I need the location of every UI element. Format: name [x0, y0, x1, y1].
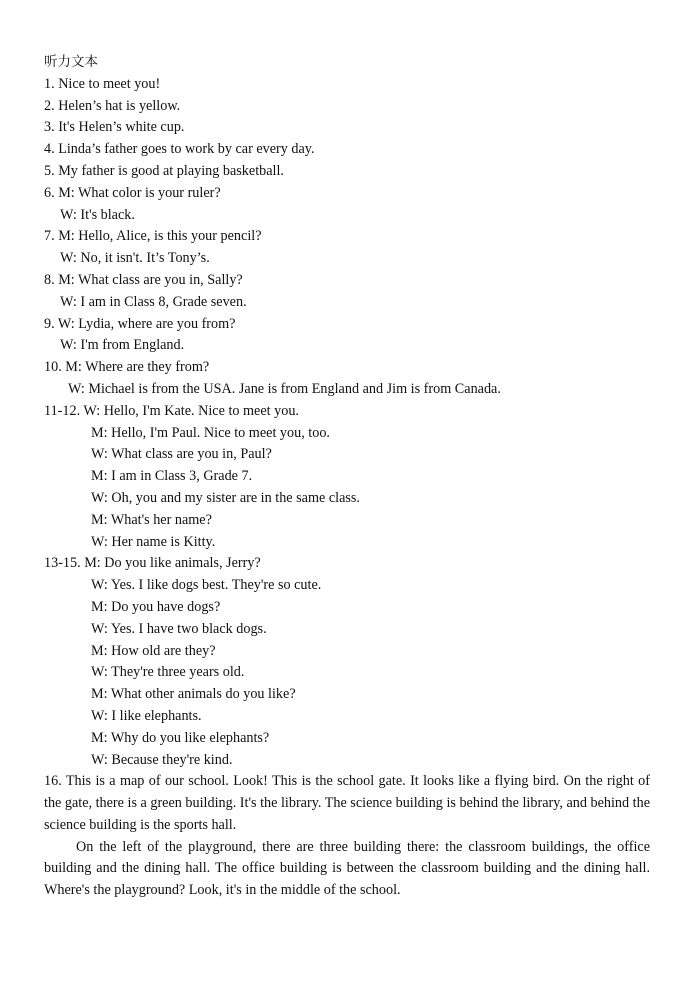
- line-8-w: W: I am in Class 8, Grade seven.: [60, 293, 247, 310]
- dialogue-line: W: Oh, you and my sister are in the same class.: [91, 489, 360, 506]
- dialogue-line: W: What class are you in, Paul?: [91, 446, 272, 463]
- line-9-w: 9. W: Lydia, where are you from?: [44, 315, 236, 332]
- dialogue-line: M: How old are they?: [91, 642, 216, 659]
- dialogue-line: M: What's her name?: [91, 511, 212, 528]
- line-3: 3. It's Helen’s white cup.: [44, 119, 185, 136]
- passage-16-paragraph-1: 16. This is a map of our school. Look! This is the school gate. It looks like a flying bird. On the right of the gate, there is a green building. It's the library. The science building is behind the library, and behind the science building is the sports hall.: [44, 773, 651, 833]
- line-9-w2: W: I'm from England.: [60, 337, 185, 354]
- line-11-12-w: 11-12. W: Hello, I'm Kate. Nice to meet you.: [44, 402, 299, 419]
- dialogue-line: W: I like elephants.: [91, 707, 202, 724]
- dialogue-line: M: I am in Class 3, Grade 7.: [91, 468, 253, 485]
- dialogue-line: W: Yes. I have two black dogs.: [91, 620, 267, 637]
- dialogue-line: W: They're three years old.: [91, 664, 245, 681]
- dialogue-line: M: Do you have dogs?: [91, 598, 221, 615]
- transcript-title: 听力文本: [44, 54, 98, 70]
- dialogue-line: M: Hello, I'm Paul. Nice to meet you, too.: [91, 424, 330, 441]
- line-10-w: W: Michael is from the USA. Jane is from England and Jim is from Canada.: [68, 380, 501, 397]
- dialogue-line: M: What other animals do you like?: [91, 686, 296, 703]
- line-7-m: 7. M: Hello, Alice, is this your pencil?: [44, 228, 262, 245]
- line-5: 5. My father is good at playing basketball.: [44, 162, 284, 179]
- line-4: 4. Linda’s father goes to work by car every day.: [44, 141, 315, 158]
- line-1: 1. Nice to meet you!: [44, 75, 161, 92]
- dialogue-line: M: Why do you like elephants?: [91, 729, 270, 746]
- line-6-w: W: It's black.: [60, 206, 135, 223]
- listening-transcript: [44, 52, 650, 902]
- dialogue-line: W: Yes. I like dogs best. They're so cute.: [91, 577, 322, 594]
- line-2: 2. Helen’s hat is yellow.: [44, 97, 181, 114]
- line-8-m: 8. M: What class are you in, Sally?: [44, 271, 243, 288]
- line-6-m: 6. M: What color is your ruler?: [44, 184, 221, 201]
- passage-16-paragraph-2: On the left of the playground, there are three building there: the classroom buildings, the office building and the dining hall. The office building is between the classroom building and the dining hall. Where's the playground? Look, it's in the middle of the school.: [44, 838, 650, 899]
- line-10-m: 10. M: Where are they from?: [44, 359, 210, 376]
- line-7-w: W: No, it isn't. It’s Tony’s.: [60, 250, 210, 267]
- dialogue-line: W: Her name is Kitty.: [91, 533, 216, 550]
- dialogue-line: W: Because they're kind.: [91, 751, 233, 768]
- line-13-15-m: 13-15. M: Do you like animals, Jerry?: [44, 555, 261, 572]
